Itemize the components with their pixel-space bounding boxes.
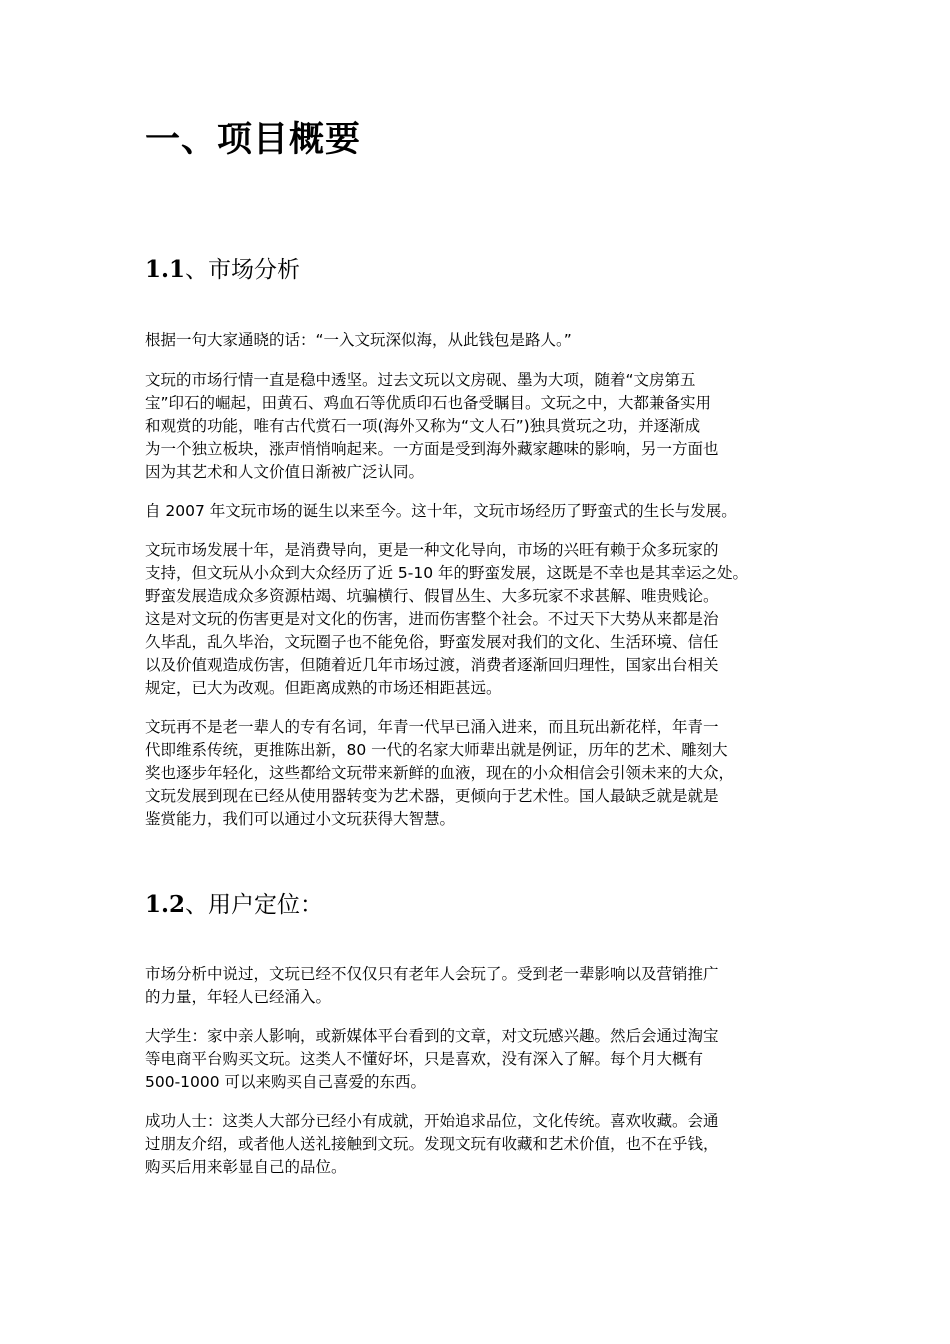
text-line: 规定，已大为改观。但距离成熟的市场还相距甚远。 [145, 679, 502, 697]
text-line: 这是对文玩的伤害更是对文化的伤害，进而伤害整个社会。不过天下大势从来都是治 [145, 610, 719, 628]
paragraph [145, 716, 817, 831]
text-line: 大学生：家中亲人影响，或新媒体平台看到的文章，对文玩感兴趣。然后会通过淘宝 [145, 1027, 719, 1045]
text-line: 购买后用来彰显自己的品位。 [145, 1158, 347, 1176]
text-line: 根据一句大家通晓的话：“一入文玩深似海，从此钱包是路人。” [145, 331, 572, 349]
text-line: 久毕乱，乱久毕治，文玩圈子也不能免俗，野蛮发展对我们的文化、生活环境、信任 [145, 633, 719, 651]
text-line: 文玩发展到现在已经从使用器转变为艺术器，更倾向于艺术性。国人最缺乏就是就是 [145, 787, 719, 805]
text-line: 文玩的市场行情一直是稳中透坚。过去文玩以文房砚、墨为大项，随着“文房第五 [145, 371, 696, 389]
text-line: 奖也逐步年轻化，这些都给文玩带来新鲜的血液，现在的小众相信会引领未来的大众， [145, 764, 735, 782]
section-heading-user-positioning [145, 889, 323, 921]
paragraph [145, 369, 817, 484]
section-number: 1.2 [145, 891, 186, 918]
page-title: 一、项目概要 [145, 120, 362, 160]
text-line: 野蛮发展造成众多资源枯竭、坑骗横行、假冒丛生、大多玩家不求甚解、唯贵贱论。 [145, 587, 719, 605]
text-line: 和观赏的功能，唯有古代赏石一项(海外又称为“文人石”)独具赏玩之功，并逐渐成 [145, 417, 701, 435]
text-line: 鉴赏能力，我们可以通过小文玩获得大智慧。 [145, 810, 456, 828]
section-title: 、用户定位： [185, 892, 324, 918]
section-number: 1.1 [145, 256, 186, 283]
paragraph [145, 500, 817, 523]
text-line: 市场分析中说过，文玩已经不仅仅只有老年人会玩了。受到老一辈影响以及营销推广 [145, 965, 719, 983]
paragraph [145, 1025, 817, 1094]
text-line: 代即维系传统，更推陈出新，80 一代的名家大师辈出就是例证，历年的艺术、雕刻大 [145, 741, 728, 759]
text-line: 为一个独立板块，涨声悄悄响起来。一方面是受到海外藏家趣味的影响，另一方面也 [145, 440, 719, 458]
paragraph [145, 539, 817, 700]
paragraph [145, 329, 817, 352]
section-heading-market-analysis [145, 254, 300, 286]
text-line: 文玩市场发展十年，是消费导向，更是一种文化导向，市场的兴旺有赖于众多玩家的 [145, 541, 719, 559]
paragraph [145, 1110, 817, 1179]
text-line: 以及价值观造成伤害，但随着近几年市场过渡，消费者逐渐回归理性，国家出台相关 [145, 656, 719, 674]
text-line: 过朋友介绍，或者他人送礼接触到文玩。发现文玩有收藏和艺术价值，也不在乎钱， [145, 1135, 719, 1153]
text-line: 等电商平台购买文玩。这类人不懂好坏，只是喜欢，没有深入了解。每个月大概有 [145, 1050, 704, 1068]
text-line: 文玩再不是老一辈人的专有名词，年青一代早已涌入进来，而且玩出新花样，年青一 [145, 718, 719, 736]
text-line: 500-1000 可以来购买自己喜爱的东西。 [145, 1073, 427, 1091]
text-line: 因为其艺术和人文价值日渐被广泛认同。 [145, 463, 425, 481]
section-title: 、市场分析 [185, 257, 301, 283]
text-line: 支持，但文玩从小众到大众经历了近 5-10 年的野蛮发展，这既是不幸也是其幸运之处。 [145, 564, 749, 582]
text-line: 成功人士：这类人大部分已经小有成就，开始追求品位，文化传统。喜欢收藏。会通 [145, 1112, 719, 1130]
paragraph [145, 963, 817, 1009]
text-line: 的力量，年轻人已经涌入。 [145, 988, 332, 1006]
text-line: 自 2007 年文玩市场的诞生以来至今。这十年，文玩市场经历了野蛮式的生长与发展。 [145, 502, 737, 520]
text-line: 宝”印石的崛起，田黄石、鸡血石等优质印石也备受瞩目。文玩之中，大都兼备实用 [145, 394, 712, 412]
